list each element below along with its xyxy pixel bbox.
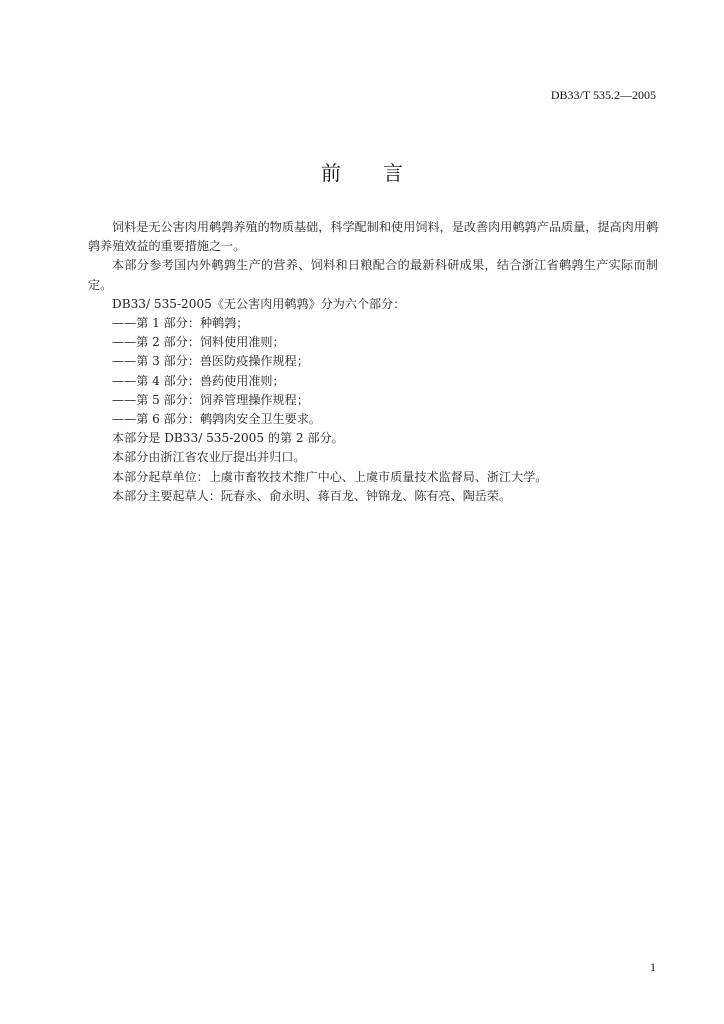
paragraph-this-part: 本部分是 DB33/ 535-2005 的第 2 部分。	[112, 431, 344, 446]
list-item-part-3: ——第 3 部分：兽医防疫操作规程；	[112, 354, 309, 369]
paragraph-parts-intro: DB33/ 535-2005《无公害肉用鹌鹑》分为六个部分：	[112, 296, 406, 311]
paragraph-intro: 饲料是无公害肉用鹌鹑养殖的物质基础，科学配制和使用饲料，是改善肉用鹌鹑产品质量，提高肉用鹌鹑养殖效益的重要措施之一。	[88, 220, 658, 254]
document-code: DB33/T 535.2—2005	[550, 88, 656, 102]
page-number: 1	[650, 960, 656, 974]
paragraph-drafting-units: 本部分起草单位：上虞市畜牧技术推广中心、上虞市质量技术监督局、浙江大学。	[112, 469, 548, 484]
foreword-body	[88, 218, 658, 506]
list-item-part-5: ——第 5 部分：饲养管理操作规程；	[112, 392, 309, 407]
list-item-part-6: ——第 6 部分：鹌鹑肉安全卫生要求。	[112, 412, 321, 427]
paragraph-reference: 本部分参考国内外鹌鹑生产的营养、饲料和日粮配合的最新科研成果，结合浙江省鹌鹑生产实际而制定。	[88, 258, 658, 292]
list-item-part-1: ——第 1 部分：种鹌鹑；	[112, 316, 249, 331]
paragraph-drafters: 本部分主要起草人：阮春永、俞永明、蒋百龙、钟锦龙、陈有亮、陶岳荣。	[112, 488, 512, 503]
list-item-part-2: ——第 2 部分：饲料使用准则；	[112, 335, 285, 350]
page-title: 前言	[321, 161, 445, 185]
list-item-part-4: ——第 4 部分：兽药使用准则；	[112, 373, 285, 388]
paragraph-proposer: 本部分由浙江省农业厅提出并归口。	[112, 450, 306, 465]
